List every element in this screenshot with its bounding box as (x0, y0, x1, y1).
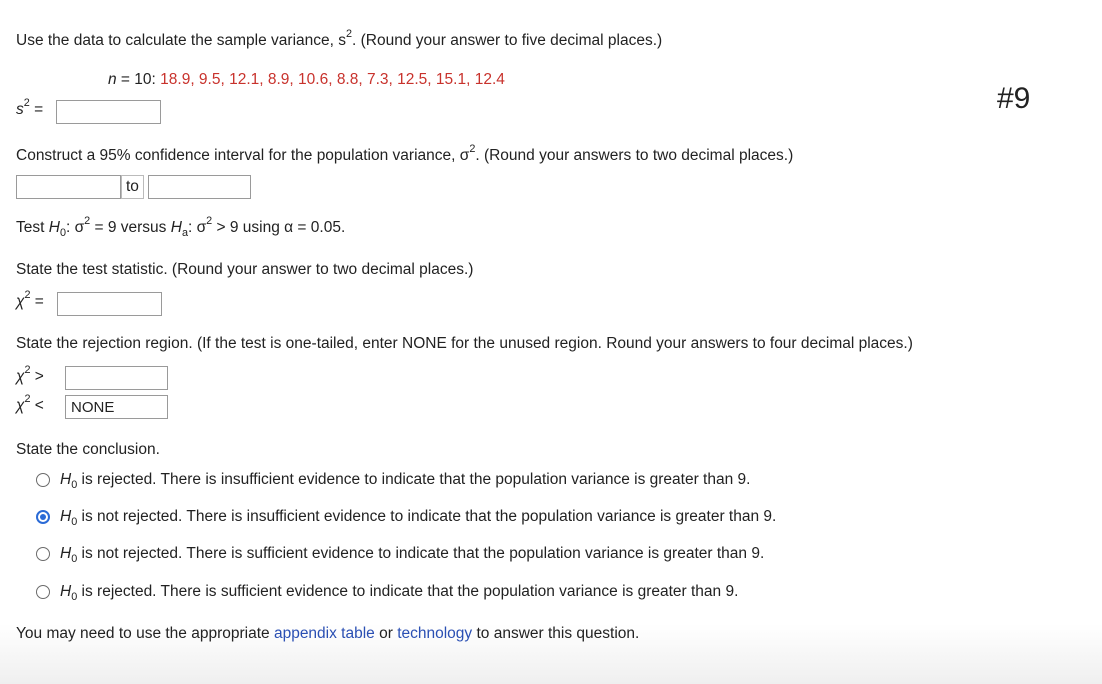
superscript: 2 (346, 28, 353, 41)
superscript: 2 (206, 215, 213, 228)
superscript: 2 (23, 97, 30, 110)
ci-to-label: to (121, 175, 144, 199)
equals-sign: = (30, 293, 44, 310)
test-statistic-input[interactable] (57, 292, 162, 316)
footer-text: You may need to use the appropriate (16, 625, 274, 642)
footer-text: or (374, 625, 398, 642)
greater-than: > (30, 368, 44, 385)
chi-symbol: χ (16, 397, 25, 414)
footer-note (16, 625, 639, 643)
sigma-text: : σ (187, 219, 207, 236)
less-than: < (30, 397, 44, 414)
h-symbol: H (60, 471, 72, 488)
rr-upper-label (16, 364, 44, 386)
technology-link[interactable]: technology (397, 625, 473, 642)
radio-option-1[interactable] (36, 473, 50, 487)
prompt-text: . (Round your answers to two decimal places.) (475, 147, 794, 164)
option-2-label[interactable] (60, 508, 777, 529)
sigma-text: : σ (65, 219, 85, 236)
option-text: is rejected. There is sufficient evidence to indicate that the population variance is greater than 9. (77, 583, 739, 600)
s-variable: s (16, 101, 24, 118)
subscript: 0 (71, 516, 78, 529)
rr-lower-label (16, 393, 44, 415)
h-symbol: H (60, 583, 72, 600)
versus-text: = 9 versus (90, 219, 171, 236)
confidence-interval-prompt (16, 143, 794, 165)
option-text: is not rejected. There is sufficient evidence to indicate that the population variance is greater than 9. (77, 545, 765, 562)
option-1-label[interactable] (60, 471, 751, 492)
rejection-region-prompt: State the rejection region. (If the test is one-tailed, enter NONE for the unused region. Round your answers to four decimal places.) (16, 335, 913, 352)
ci-upper-input[interactable] (148, 175, 251, 199)
superscript: 2 (84, 215, 91, 228)
h-symbol: H (170, 219, 182, 236)
prompt-text: Use the data to calculate the sample variance, s (16, 32, 346, 49)
superscript: 2 (24, 364, 31, 377)
chi-symbol: χ (16, 293, 25, 310)
equals-sign: = (29, 101, 44, 118)
n-equals: = 10: (116, 71, 161, 88)
appendix-table-link[interactable]: appendix table (273, 625, 375, 642)
option-text: is not rejected. There is insufficient evidence to indicate that the population variance is greater than 9. (77, 508, 777, 525)
prompt-text: . (Round your answer to five decimal places.) (352, 32, 663, 49)
sample-variance-prompt (16, 28, 663, 50)
subscript: a (181, 227, 188, 240)
subscript: 0 (59, 227, 66, 240)
prompt-text: Construct a 95% confidence interval for the population variance, σ (16, 147, 470, 164)
subscript: 0 (71, 553, 78, 566)
test-statistic-prompt: State the test statistic. (Round your answer to two decimal places.) (16, 261, 474, 278)
data-line (108, 71, 505, 89)
option-text: is rejected. There is insufficient evidence to indicate that the population variance is greater than 9. (77, 471, 751, 488)
hypothesis-statement (16, 215, 346, 240)
superscript: 2 (24, 289, 31, 302)
superscript: 2 (469, 143, 476, 156)
radio-option-3[interactable] (36, 547, 50, 561)
option-4-label[interactable] (60, 583, 739, 604)
rejection-lower-input[interactable] (65, 395, 168, 419)
sample-variance-input[interactable] (56, 100, 161, 124)
h-symbol: H (48, 219, 60, 236)
n-variable: n (108, 71, 117, 88)
data-values: 18.9, 9.5, 12.1, 8.9, 10.6, 8.8, 7.3, 12.5, 15.1, 12.4 (160, 71, 505, 88)
footer-text: to answer this question. (472, 625, 640, 642)
radio-option-2[interactable] (36, 510, 50, 524)
conclusion-prompt: State the conclusion. (16, 441, 160, 458)
chi-stat-label (16, 289, 44, 311)
problem-number: #9 (997, 82, 1031, 115)
rejection-upper-input[interactable] (65, 366, 168, 390)
alpha-text: > 9 using α = 0.05. (212, 219, 346, 236)
option-3-label[interactable] (60, 545, 765, 566)
ci-lower-input[interactable] (16, 175, 121, 199)
superscript: 2 (24, 393, 31, 406)
h-symbol: H (60, 508, 72, 525)
test-prefix: Test (16, 219, 49, 236)
subscript: 0 (71, 479, 78, 492)
chi-symbol: χ (16, 368, 25, 385)
s2-label (16, 97, 44, 119)
subscript: 0 (71, 591, 78, 604)
radio-option-4[interactable] (36, 585, 50, 599)
h-symbol: H (60, 545, 72, 562)
